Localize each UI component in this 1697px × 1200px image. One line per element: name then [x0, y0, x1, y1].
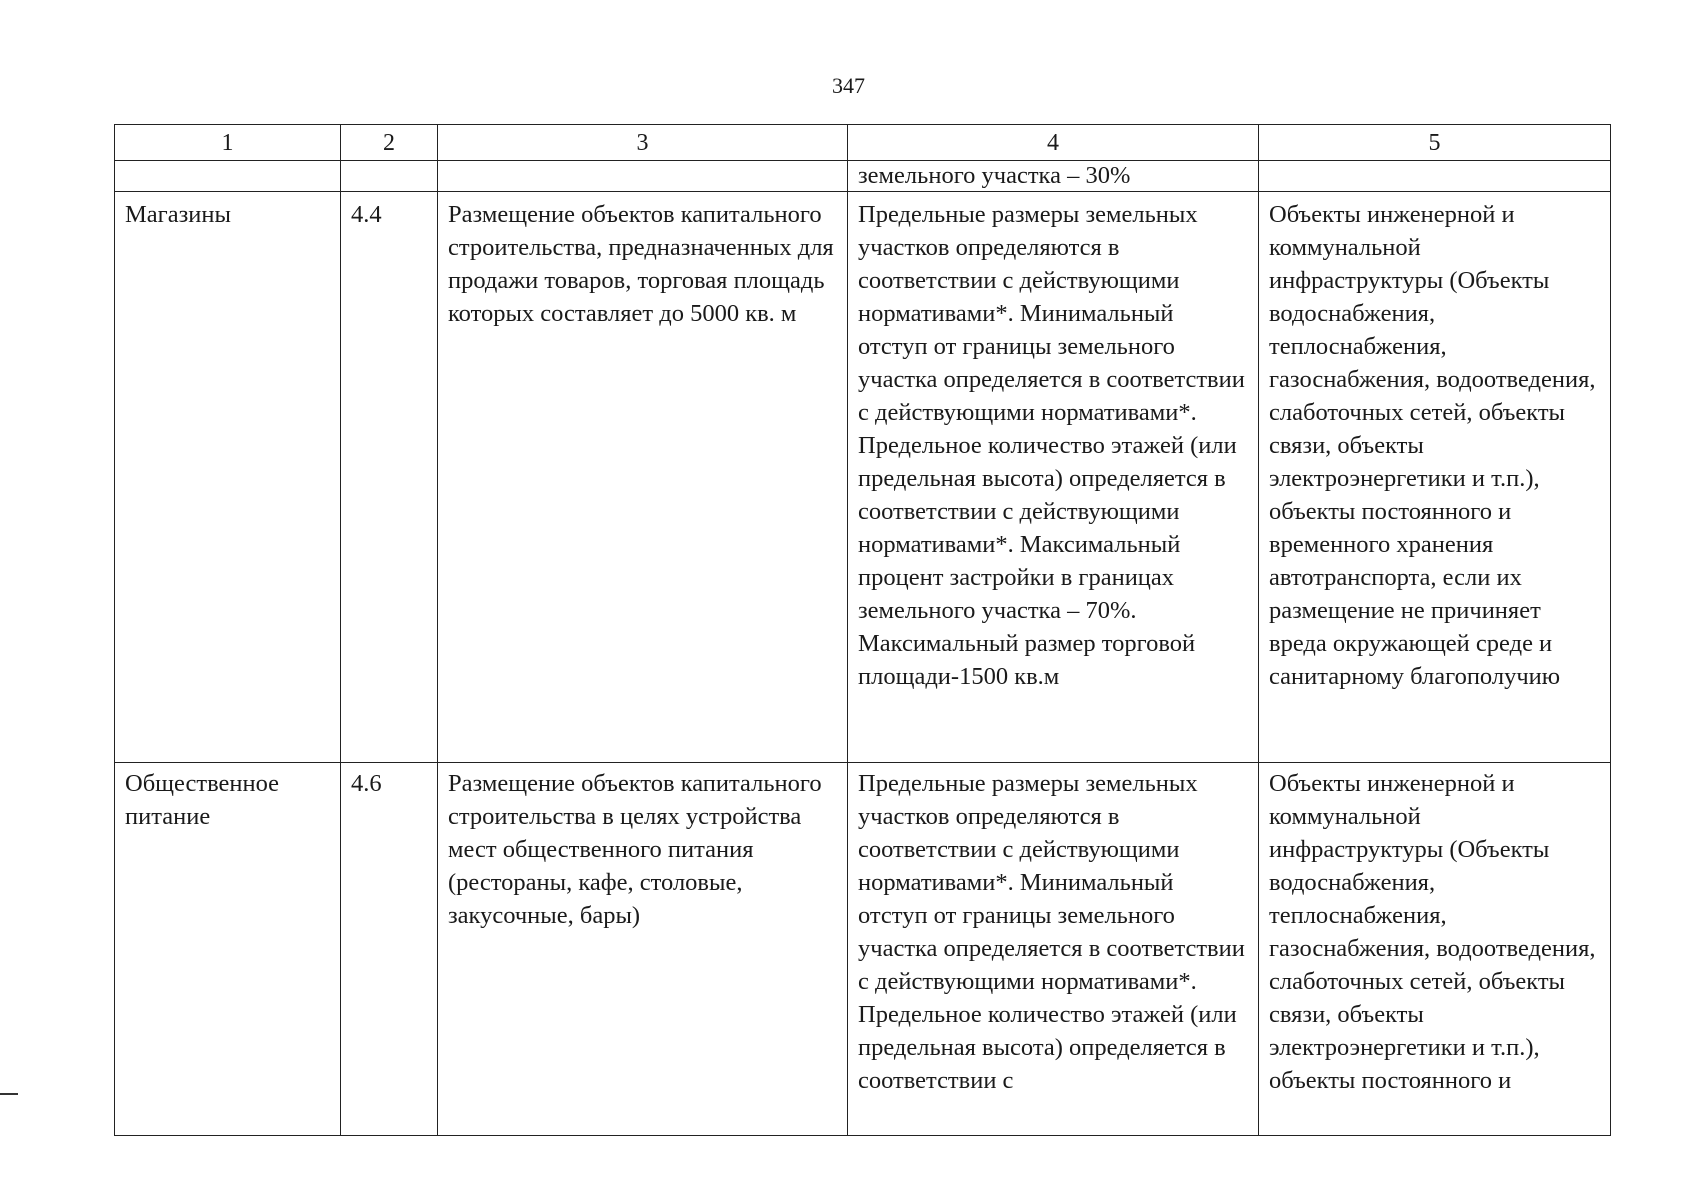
land-use-description: Размещение объектов капитального строительства в целях устройства мест общественного питания (рестораны, кафе, столовые, закусочные, бары): [438, 763, 848, 1136]
continuation-cell-5: [1259, 161, 1611, 192]
land-use-parameters: Предельные размеры земельных участков определяются в соответствии с действующими нормативами*. Минимальный отступ от границы земельного участка определяется в соответствии с действующими нормативами*. Предельное количество этажей (или предельная высота) определяется в соответствии с действующими нормативами*. Максимальный процент застройки в границах земельного участка – 70%. Максимальный размер торговой площади-1500 кв.м: [848, 192, 1259, 763]
page-number: 347: [832, 73, 865, 98]
column-number-5: 5: [1259, 125, 1611, 161]
scan-edge-mark: [0, 1093, 18, 1095]
land-use-code: 4.6: [341, 763, 438, 1136]
land-use-parameters: Предельные размеры земельных участков определяются в соответствии с действующими нормативами*. Минимальный отступ от границы земельного участка определяется в соответствии с действующими нормативами*. Предельное количество этажей (или предельная высота) определяется в соответствии с: [848, 763, 1259, 1136]
column-number-3: 3: [438, 125, 848, 161]
column-number-1: 1: [115, 125, 341, 161]
column-number-2: 2: [341, 125, 438, 161]
auxiliary-uses: Объекты инженерной и коммунальной инфраструктуры (Объекты водоснабжения, теплоснабжения, газоснабжения, водоотведения, слаботочных сетей, объекты связи, объекты электроэнергетики и т.п.), объекты постоянного и: [1259, 763, 1611, 1136]
land-use-name: Магазины: [115, 192, 341, 763]
land-use-name: Общественное питание: [115, 763, 341, 1136]
continuation-cell-1: [115, 161, 341, 192]
continuation-cell-2: [341, 161, 438, 192]
table-row: [115, 763, 1611, 1136]
land-use-description: Размещение объектов капитального строительства, предназначенных для продажи товаров, торговая площадь которых составляет до 5000 кв. м: [438, 192, 848, 763]
zoning-table: [114, 124, 1611, 1136]
table-row: [115, 192, 1611, 763]
continuation-cell-3: [438, 161, 848, 192]
column-number-4: 4: [848, 125, 1259, 161]
continuation-row: [115, 161, 1611, 192]
land-use-code: 4.4: [341, 192, 438, 763]
continuation-cell-4: земельного участка – 30%: [848, 161, 1259, 192]
column-number-row: [115, 125, 1611, 161]
auxiliary-uses: Объекты инженерной и коммунальной инфраструктуры (Объекты водоснабжения, теплоснабжения, газоснабжения, водоотведения, слаботочных сетей, объекты связи, объекты электроэнергетики и т.п.), объекты постоянного и временного хранения автотранспорта, если их размещение не причиняет вреда окружающей среде и санитарному благополучию: [1259, 192, 1611, 763]
